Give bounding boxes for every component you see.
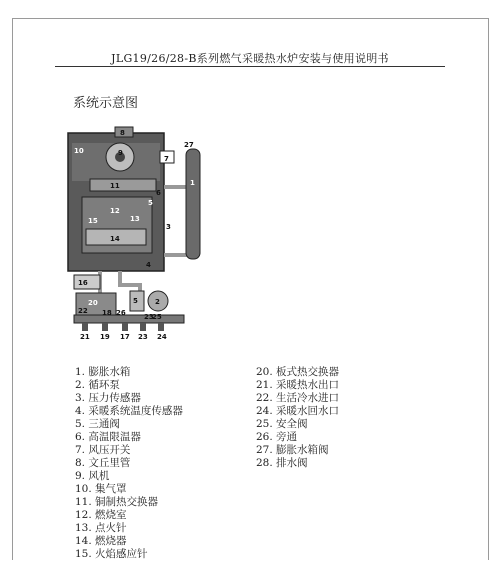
outlet-21 bbox=[82, 323, 88, 331]
label-6: 6 bbox=[156, 189, 161, 197]
copper-heat-exchanger bbox=[90, 179, 156, 191]
label-14: 14 bbox=[110, 235, 120, 243]
label-19: 19 bbox=[100, 333, 110, 341]
legend-item: 6. 高温限温器 bbox=[75, 431, 141, 443]
label-11: 11 bbox=[110, 182, 120, 190]
label-23a: 23 bbox=[144, 313, 154, 321]
legend-item: 14. 燃烧器 bbox=[75, 535, 127, 547]
label-25: 25 bbox=[152, 313, 162, 321]
legend-item: 20. 板式热交换器 bbox=[256, 366, 340, 378]
legend-item: 22. 生活冷水进口 bbox=[256, 392, 340, 404]
label-20: 20 bbox=[88, 299, 98, 307]
legend-item: 10. 集气罩 bbox=[75, 483, 127, 495]
manifold bbox=[74, 315, 184, 323]
page-border-right bbox=[488, 18, 489, 560]
legend-item: 25. 安全阀 bbox=[256, 418, 308, 430]
header-rule bbox=[55, 66, 445, 67]
page-border-top bbox=[12, 18, 489, 19]
label-3: 3 bbox=[166, 223, 171, 231]
legend-item: 12. 燃烧室 bbox=[75, 509, 127, 521]
legend-item: 21. 采暖热水出口 bbox=[256, 379, 340, 391]
legend-item: 3. 压力传感器 bbox=[75, 392, 141, 404]
label-2: 2 bbox=[155, 298, 160, 306]
outlet-23 bbox=[140, 323, 146, 331]
outlet-19 bbox=[102, 323, 108, 331]
label-21: 21 bbox=[80, 333, 90, 341]
expansion-tank bbox=[186, 149, 200, 259]
legend-item: 28. 排水阀 bbox=[256, 457, 308, 469]
page-header: JLG19/26/28-B系列燃气采暖热水炉安装与使用说明书 bbox=[111, 52, 389, 65]
legend-column-left bbox=[75, 366, 183, 561]
label-4: 4 bbox=[146, 261, 151, 269]
page-border-left bbox=[12, 18, 13, 560]
outlets bbox=[82, 323, 164, 331]
outlet-24 bbox=[158, 323, 164, 331]
legend-item: 9. 风机 bbox=[75, 470, 110, 482]
legend-item: 24. 采暖水回水口 bbox=[256, 405, 340, 417]
legend-item: 13. 点火针 bbox=[75, 522, 127, 534]
label-8: 8 bbox=[120, 129, 125, 137]
label-9: 9 bbox=[118, 149, 123, 157]
legend-item: 5. 三通阀 bbox=[75, 418, 120, 430]
boiler-system-diagram bbox=[60, 125, 220, 345]
legend-item: 27. 膨胀水箱阀 bbox=[256, 444, 329, 456]
legend-item: 7. 风压开关 bbox=[75, 444, 131, 456]
label-24: 24 bbox=[157, 333, 167, 341]
legend-item: 11. 铜制热交换器 bbox=[75, 496, 159, 508]
label-22: 22 bbox=[78, 307, 88, 315]
legend-item: 4. 采暖系统温度传感器 bbox=[75, 405, 183, 417]
label-15: 15 bbox=[88, 217, 98, 225]
legend-item: 26. 旁通 bbox=[256, 431, 298, 443]
label-7: 7 bbox=[164, 155, 169, 163]
label-27: 27 bbox=[184, 141, 194, 149]
legend-column-right bbox=[256, 366, 339, 470]
label-23b: 23 bbox=[138, 333, 148, 341]
label-12: 12 bbox=[110, 207, 120, 215]
label-16: 16 bbox=[78, 279, 88, 287]
label-18: 18 bbox=[102, 309, 112, 317]
legend-item: 2. 循环泵 bbox=[75, 379, 120, 391]
legend-item: 8. 文丘里管 bbox=[75, 457, 131, 469]
legend-item: 15. 火焰感应针 bbox=[75, 548, 148, 560]
label-26: 26 bbox=[116, 309, 126, 317]
outlet-17 bbox=[122, 323, 128, 331]
label-13: 13 bbox=[130, 215, 140, 223]
section-title: 系统示意图 bbox=[73, 96, 139, 111]
label-10: 10 bbox=[74, 147, 84, 155]
label-17: 17 bbox=[120, 333, 130, 341]
label-1: 1 bbox=[190, 179, 195, 187]
legend-item: 1. 膨胀水箱 bbox=[75, 366, 131, 378]
label-5a: 5 bbox=[148, 199, 153, 207]
label-5b: 5 bbox=[133, 297, 138, 305]
